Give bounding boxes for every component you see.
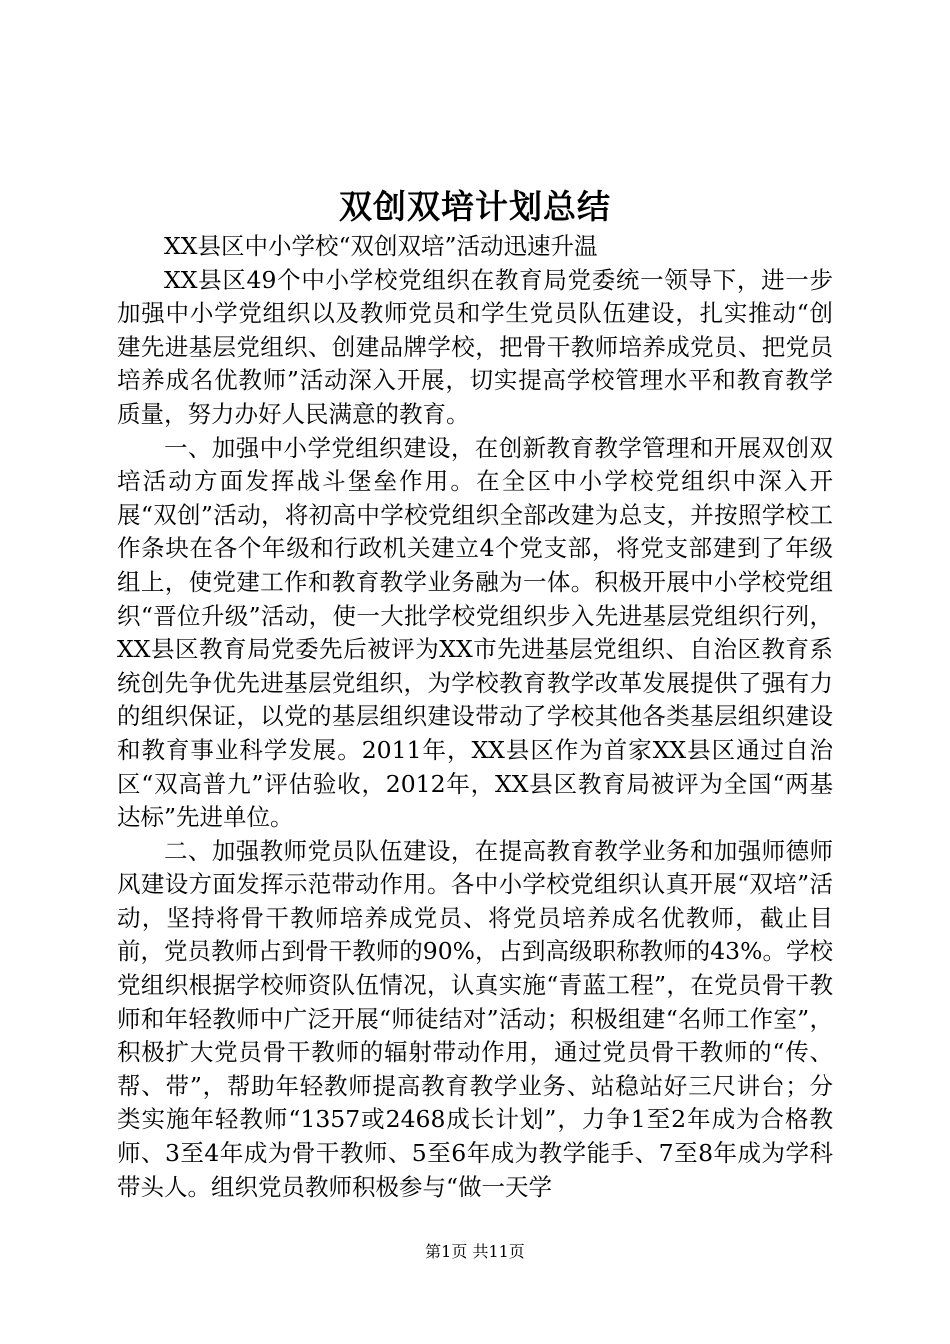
paragraph-section-one: 一、加强中小学党组织建设，在创新教育教学管理和开展双创双培活动方面发挥战斗堡垒作用。在全区中小学校党组织中深入开展“双创”活动，将初高中学校党组织全部改建为总支，并按照学校工作条块在各个年级和行政机关建立4个党支部，将党支部建到了年级组上，使党建工作和教育教学业务融为一体。积极开展中小学校党组织“晋位升级”活动，使一大批学校党组织步入先进基层党组织行列，XX县区教育局党委先后被评为XX市先进基层党组织、自治区教育系统创先争优先进基层党组织，为学校教育教学改革发展提供了强有力的组织保证，以党的基层组织建设带动了学校其他各类基层组织建设和教育事业科学发展。2011年，XX县区作为首家XX县区通过自治区“双高普九”评估验收，2012年，XX县区教育局被评为全国“两基达标”先进单位。 xyxy=(117,433,833,832)
page-number-footer: 第1页 共11页 xyxy=(425,1242,525,1261)
paragraph-subtitle: XX县区中小学校“双创双培”活动迅速升温 xyxy=(164,232,598,260)
document-title: 双创双培计划总结 xyxy=(339,187,611,226)
paragraph-intro: XX县区49个中小学校党组织在教育局党委统一领导下，进一步加强中小学党组织以及教师党员和学生党员队伍建设，扎实推动“创建先进基层党组织、创建品牌学校，把骨干教师培养成党员、把党员培养成名优教师”活动深入开展，切实提高学校管理水平和教育教学质量，努力办好人民满意的教育。 xyxy=(117,265,833,428)
paragraph-section-two: 二、加强教师党员队伍建设，在提高教育教学业务和加强师德师风建设方面发挥示范带动作用。各中小学校党组织认真开展“双培”活动，坚持将骨干教师培养成党员、将党员培养成名优教师，截止目前，党员教师占到骨干教师的90%，占到高级职称教师的43%。学校党组织根据学校师资队伍情况，认真实施“青蓝工程”，在党员骨干教师和年轻教师中广泛开展“师徒结对”活动；积极组建“名师工作室”，积极扩大党员骨干教师的辐射带动作用，通过党员骨干教师的“传、帮、带”，帮助年轻教师提高教育教学业务、站稳站好三尺讲台；分类实施年轻教师“1357或2468成长计划”，力争1至2年成为合格教师、3至4年成为骨干教师、5至6年成为教学能手、7至8年成为学科带头人。组织党员教师积极参与“做一天学 xyxy=(117,836,833,1201)
document-body xyxy=(117,230,833,1204)
